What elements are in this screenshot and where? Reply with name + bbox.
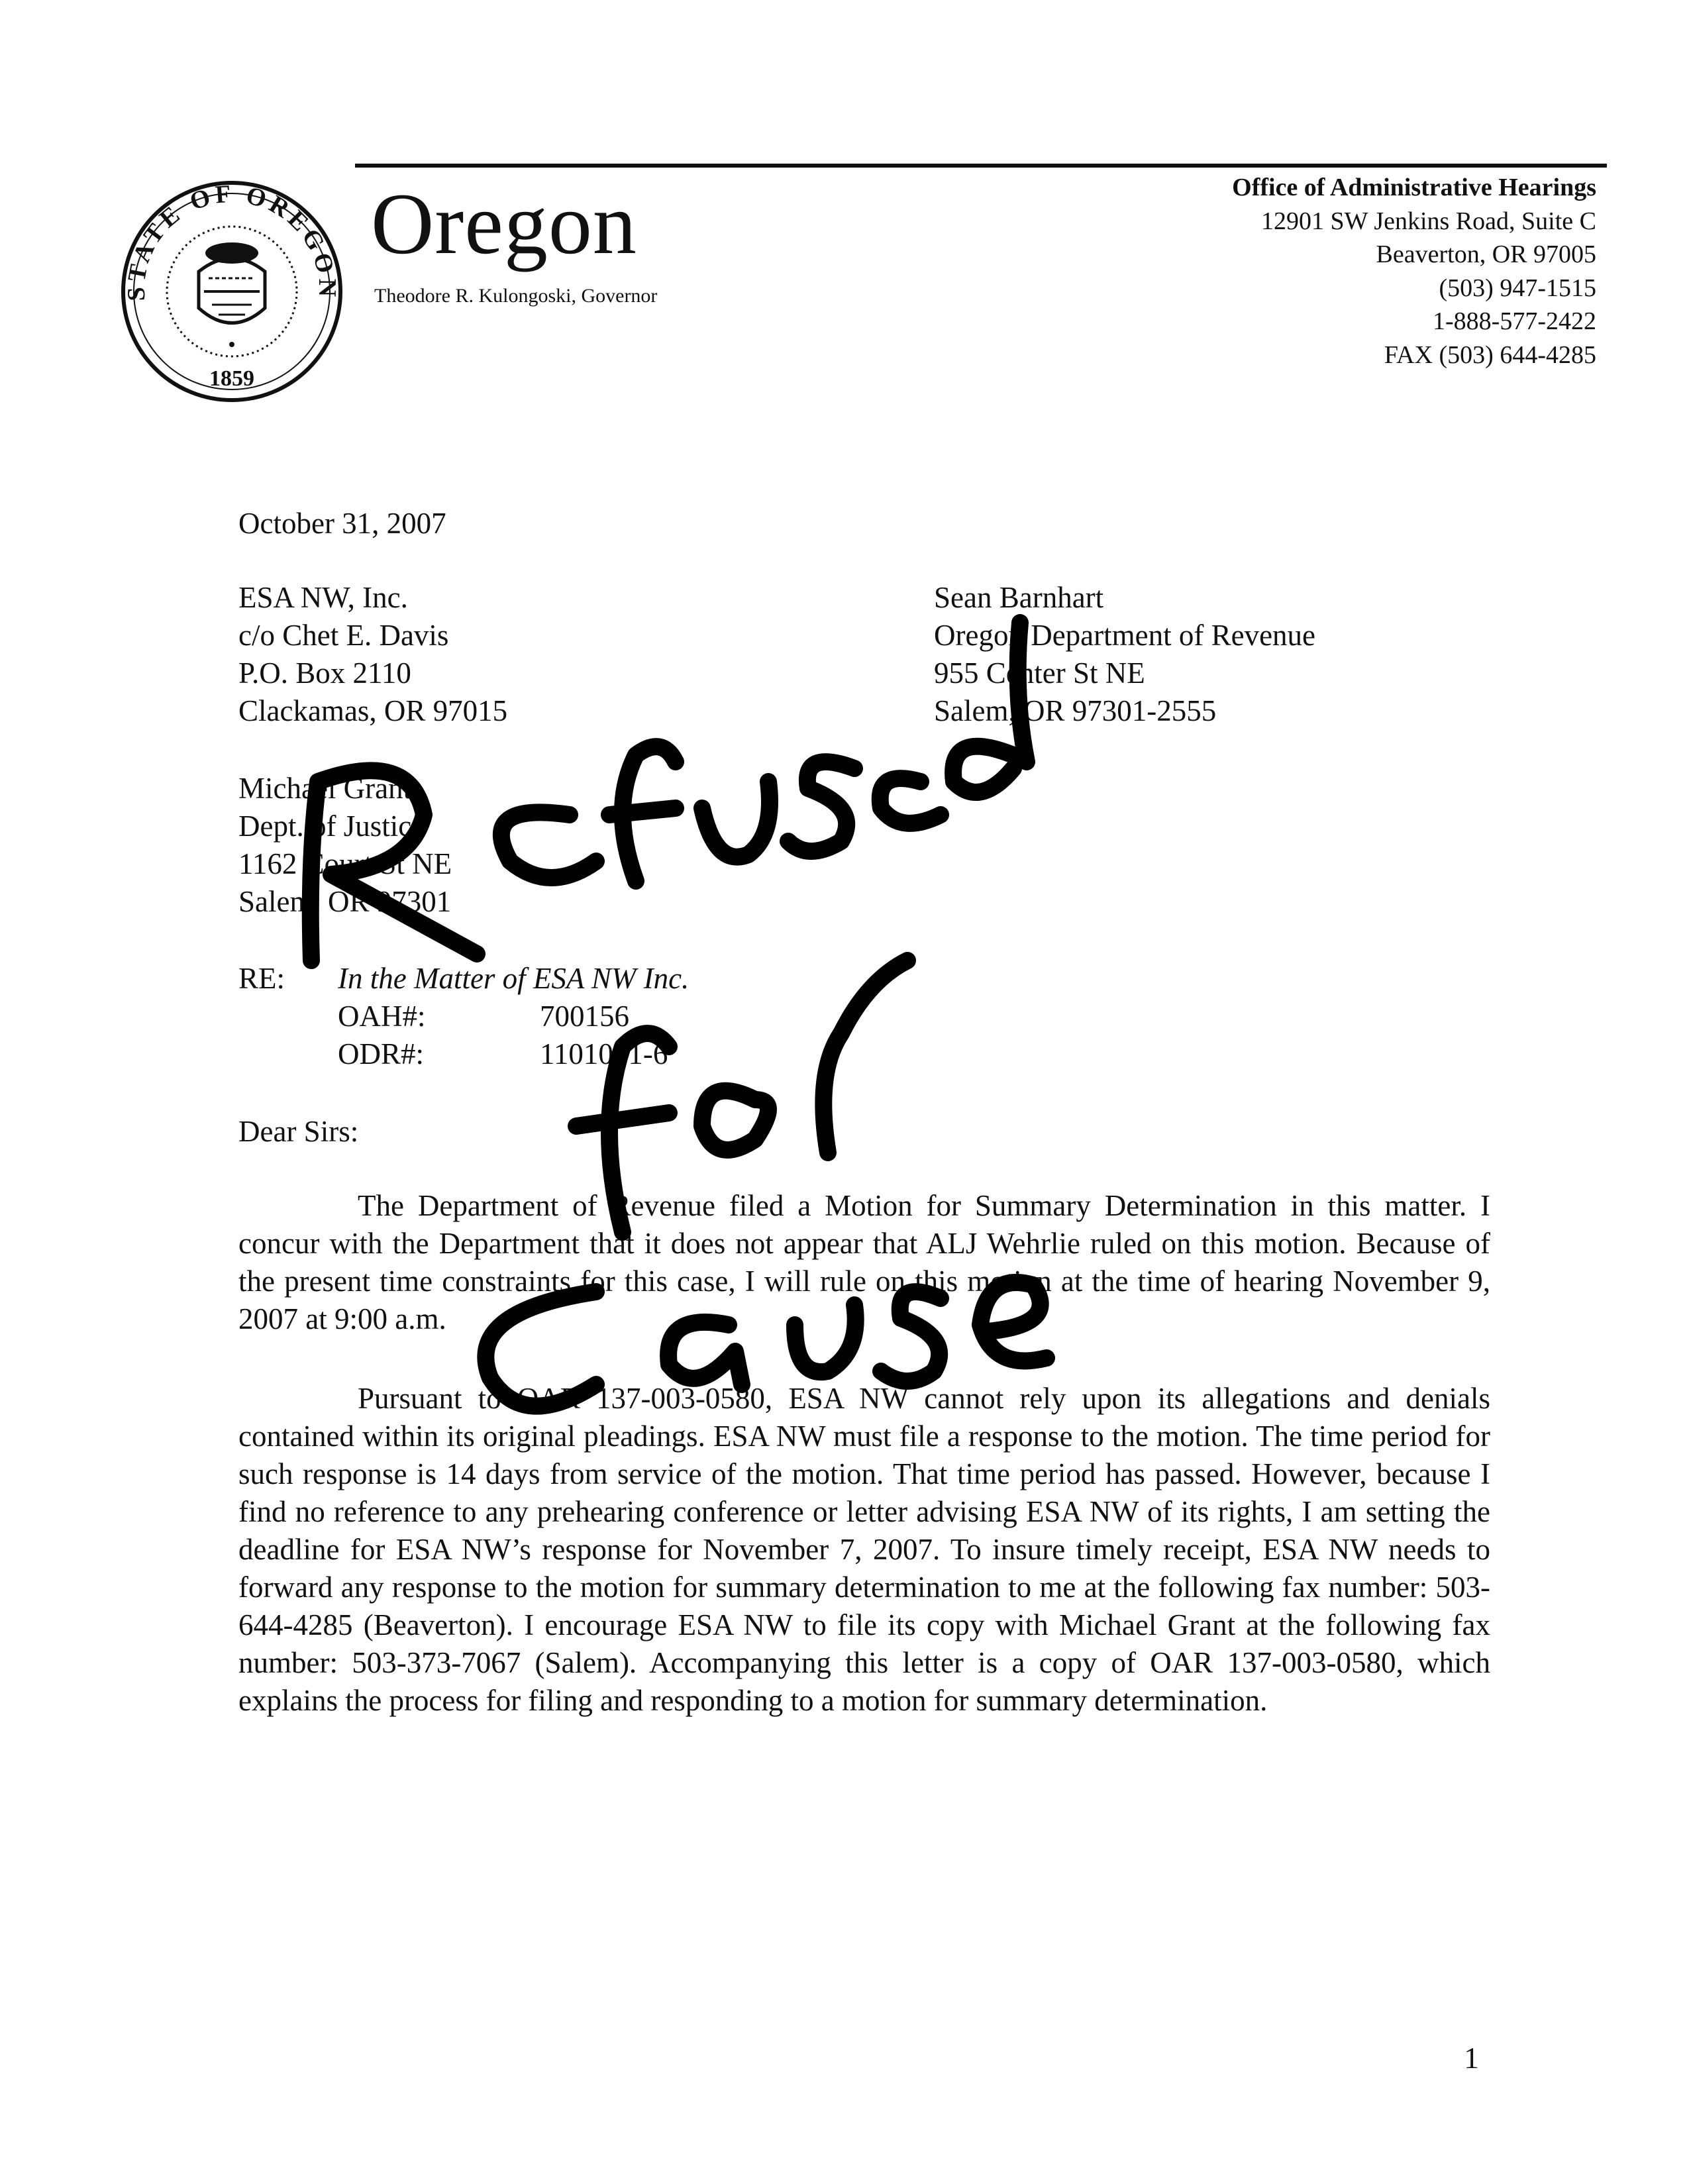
office-name: Office of Administrative Hearings (1232, 174, 1596, 201)
letterhead-rule (355, 164, 1607, 168)
page-number: 1 (1464, 2041, 1479, 2075)
office-fax: FAX (503) 644-4285 (1384, 340, 1596, 369)
oah-number: 700156 (540, 1000, 629, 1033)
body-paragraph-text: Pursuant to OAR 137-003-0580, ESA NW cannot rely upon its allegations and denials contained within its original pleadings. ESA NW must file a response to the motion. The time period for such response is 14 days from service of the motion. That time period has passed. However, because I find no reference to any prehearing conference or letter advising ESA NW of its rights, I am setting the deadline for ESA NW’s response for November 7, 2007. To insure timely receipt, ESA NW needs to forward any response to the motion for summary determination to me at the following fax number: 503-644-4285 (Beaverton). I encourage ESA NW to file its copy with Michael Grant at the following fax number: 503-373-7067 (Salem). Accompanying this letter is a copy of OAR 137-003-0580, which explains the process for filing and responding to a motion for summary determination. (238, 1382, 1490, 1717)
recipient-third-line: Salem, OR 97301 (238, 885, 452, 918)
office-tollfree: 1-888-577-2422 (1433, 307, 1596, 336)
body-paragraph-text: The Department of Revenue filed a Motion for Summary Determination in this matter. I concur with the Department that it does not appear that ALJ Wehrlie ruled on this motion. Because of the present time constraints for this case, I will rule on this motion at the time of hearing November 9, 2007 at 9:00 a.m. (238, 1189, 1490, 1335)
svg-text:STATE OF OREGON (123, 180, 341, 301)
recipient-right-line: Salem, OR 97301-2555 (934, 694, 1217, 727)
office-address-block (1232, 171, 1596, 372)
odr-number: 1101041-6 (540, 1037, 668, 1070)
recipient-left-line: c/o Chet E. Davis (238, 619, 449, 652)
seal-text-top: STATE OF OREGON (122, 180, 342, 301)
body-paragraph (238, 1380, 1490, 1720)
recipient-left-line: Clackamas, OR 97015 (238, 694, 508, 727)
state-name-heading: Oregon (371, 175, 637, 272)
governor-name: Theodore R. Kulongoski, Governor (374, 285, 658, 307)
recipient-third-line: 1162 Court St NE (238, 847, 452, 880)
letter-date: October 31, 2007 (238, 507, 446, 540)
re-subject: In the Matter of ESA NW Inc. (338, 962, 690, 995)
recipient-left-line: ESA NW, Inc. (238, 581, 408, 614)
odr-label: ODR#: (338, 1037, 425, 1070)
re-label: RE: (238, 962, 285, 995)
state-seal-icon (119, 179, 344, 404)
oah-label: OAH#: (338, 1000, 426, 1033)
seal-year: 1859 (209, 366, 254, 391)
recipient-right-line: Oregon Department of Revenue (934, 619, 1316, 652)
office-address-line-1: 12901 SW Jenkins Road, Suite C (1261, 207, 1596, 235)
recipient-left-line: P.O. Box 2110 (238, 656, 411, 690)
recipient-third-line: Michael Grant (238, 772, 412, 805)
recipient-right-line: Sean Barnhart (934, 581, 1104, 614)
office-address-line-2: Beaverton, OR 97005 (1376, 240, 1596, 269)
body-paragraph (238, 1187, 1490, 1338)
salutation: Dear Sirs: (238, 1115, 359, 1148)
office-phone: (503) 947-1515 (1439, 274, 1596, 302)
recipient-right-line: 955 Center St NE (934, 656, 1145, 690)
recipient-third-line: Dept. of Justice (238, 809, 425, 843)
